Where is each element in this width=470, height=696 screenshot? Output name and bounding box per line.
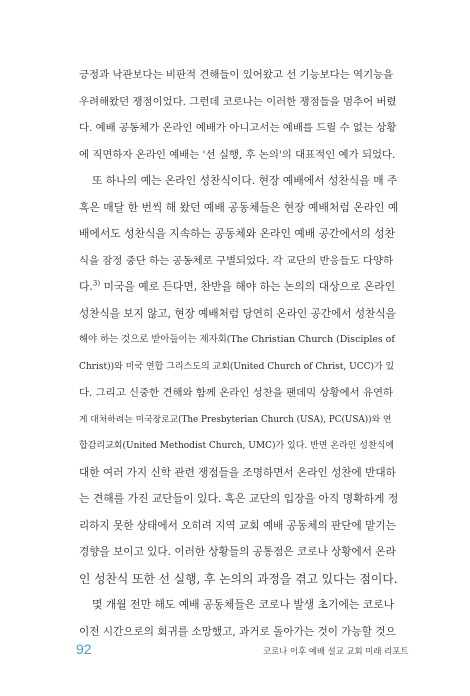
text-segment: 다. [79,280,93,293]
text-line: 식을 잠정 중단 하는 공동체로 구별되었다. 각 교단의 반응들도 다양하 [79,254,394,267]
text-line-with-footnote [79,274,397,301]
text-segment: 미국을 예로 든다면, 찬반을 해야 하는 논의의 대상으로 온라인 [100,280,396,293]
text-line: 긍정과 낙관보다는 비판적 견해들이 있어왔고 선 기능보다는 역기능을 [79,69,394,81]
page-number: 92 [76,641,92,657]
text-line: 몇 개월 전만 해도 예배 공동체들은 코로나 발생 초기에는 코로나 [92,598,395,611]
text-line: 게 대처하려는 미국장로교(The Presbyterian Church (USA), PC(USA))와 연 [79,414,392,425]
text-line: 경향을 보이고 있다. 이러한 상황들의 공통점은 코로나 상황에서 온라 [79,546,396,558]
text-line: 혹은 매달 한 번씩 해 왔던 예배 공동체들은 현장 예배처럼 온라인 예 [79,200,399,214]
text-line: 다. 그리고 신중한 견해와 함께 온라인 성찬을 팬데믹 상황에서 유연하 [79,387,394,399]
text-line: 에 직면하자 온라인 예배는 '선 실행, 후 논의'의 대표적인 예가 되었다. [79,148,396,161]
text-line: 또 하나의 예는 온라인 성찬식이다. 현장 예배에서 성찬식을 매 주 [92,174,398,187]
text-line: 는 견해를 가진 교단들이 있다. 혹은 교단의 입장을 아직 명확하게 정 [79,492,399,505]
running-title: 코로나 이후 예배 설교 교회 미래 리포트 [263,646,409,656]
text-line: 대한 여러 가지 신학 관련 쟁점들을 조명하면서 온라인 성찬에 반대하 [79,466,396,479]
text-line: 다. 예배 공동체가 온라인 예배가 아니고서는 예배를 드릴 수 없는 상황 [79,122,397,134]
text-line: 이전 시간으로의 회귀를 소망했고, 과거로 돌아가는 것이 가능할 것으 [79,625,396,638]
text-line: 합감리교회(United Methodist Church, UMC)가 있다. 반면 온라인 성찬식에 [79,441,395,451]
footnote-marker[interactable]: 3) [92,279,101,288]
text-line: 리하지 못한 상태에서 오히려 지역 교회 예배 공동체의 판단에 맡기는 [79,519,396,532]
text-line: 인 성찬식 또한 선 실행, 후 논의의 과정을 겪고 있다는 점이다. [79,571,398,586]
text-line: Christ))와 미국 연합 그리스도의 교회(United Church of Christ, UCC)가 있 [79,361,395,372]
body-text [79,62,397,645]
text-line: 해야 하는 것으로 받아들이는 제자회(The Christian Church (Disciples of [79,334,395,345]
text-line: 우려해왔던 쟁점이었다. 그런데 코로나는 이러한 쟁점들을 멈추어 버렸 [79,95,397,108]
text-line: 배에서도 성찬식을 지속하는 공동체와 온라인 예배 공간에서의 성찬 [79,227,396,240]
text-line: 성찬식을 보지 않고, 현장 예배처럼 당연히 온라인 공간에서 성찬식을 [79,307,396,320]
